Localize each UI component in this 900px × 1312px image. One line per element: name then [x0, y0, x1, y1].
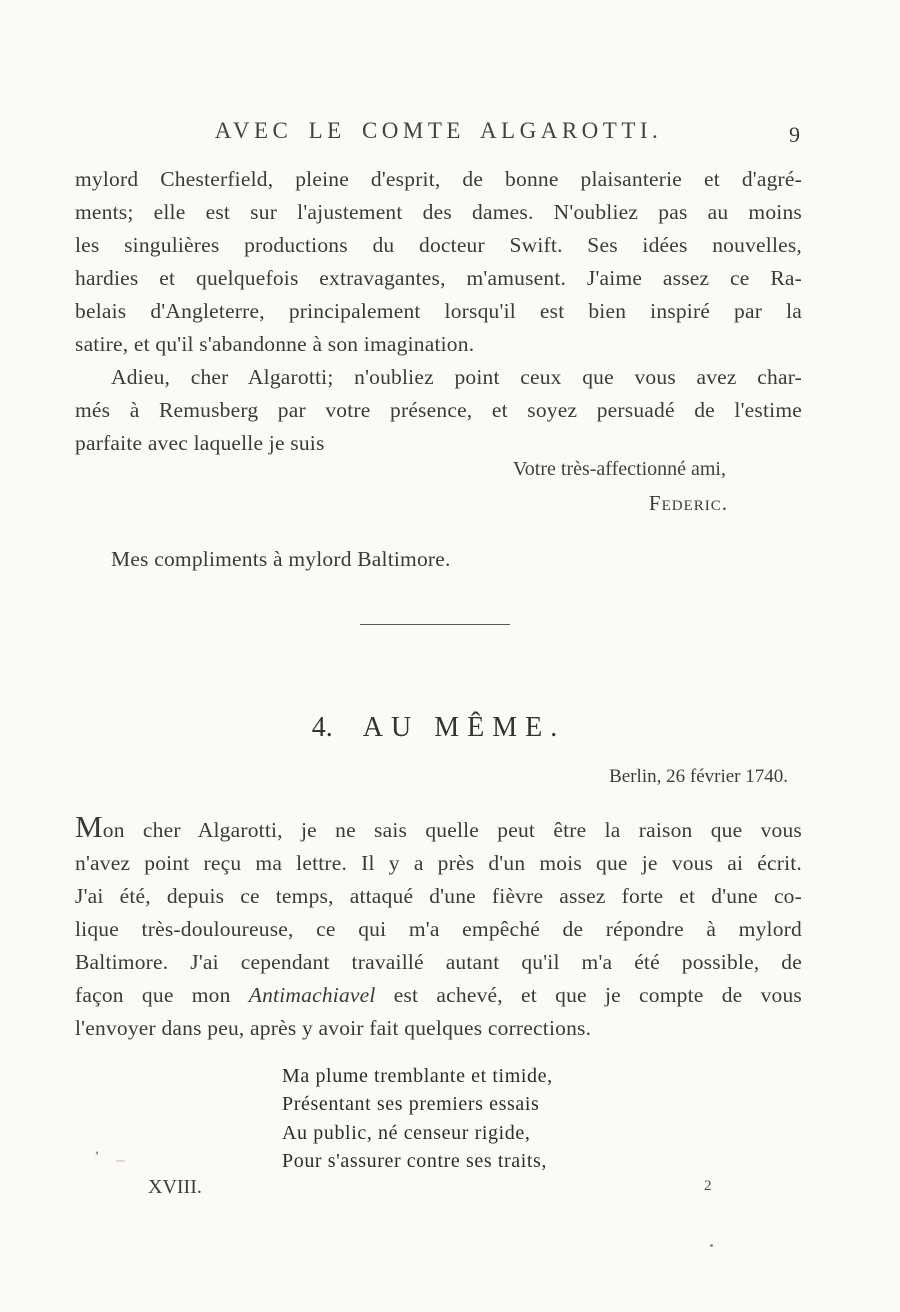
drop-initial: M	[75, 809, 103, 844]
verse-block	[282, 1062, 553, 1175]
text-line: Baltimore. J'ai cependant travaillé autant qu'il m'a été possible, de	[75, 950, 802, 974]
text-line	[75, 979, 802, 1012]
ink-speck: ,	[95, 1140, 99, 1157]
text-line: n'avez point reçu ma lettre. Il y a près d'un mois que je vous ai écrit.	[75, 851, 802, 875]
text-line: parfaite avec laquelle je suis	[75, 431, 325, 455]
signature-name: Federic.	[648, 491, 728, 515]
letter4-dateline-row	[75, 764, 802, 790]
page-number: 9	[789, 122, 800, 147]
running-title: AVEC LE COMTE ALGAROTTI.	[214, 118, 663, 143]
work-title-italic: Antimachiavel	[248, 983, 376, 1007]
sheet-number: 2	[704, 1178, 712, 1194]
text-line: Adieu, cher Algarotti; n'oubliez point ceux que vous avez char-	[111, 365, 802, 389]
section-divider	[360, 624, 510, 625]
text-segment: façon que mon	[75, 983, 249, 1007]
verse-line: Pour s'assurer contre ses traits,	[282, 1149, 548, 1172]
letter4-heading	[75, 712, 802, 744]
text-line: belais d'Angleterre, principalement lorsqu'il est bien inspiré par la	[75, 299, 802, 323]
text-line	[75, 810, 802, 847]
text-line: mylord Chesterfield, pleine d'esprit, de bonne plaisanterie et d'agré-	[75, 167, 802, 191]
dateline: Berlin, 26 février 1740.	[609, 766, 788, 787]
letter3-postscript	[75, 543, 802, 576]
text-line: hardies et quelquefois extravagantes, m'amusent. J'aime assez ce Ra-	[75, 266, 802, 290]
volume-signature-mark: XVIII.	[148, 1176, 202, 1198]
text-line: ments; elle est sur l'ajustement des dames. N'oubliez pas au moins	[75, 200, 802, 224]
text-segment: est achevé, et que je compte de vous	[375, 983, 802, 1007]
letter3-body	[75, 163, 802, 460]
letter-title: AU MÊME.	[362, 712, 566, 743]
ink-speck	[116, 1160, 125, 1162]
verse-line: Au public, né censeur rigide,	[282, 1121, 531, 1144]
letter4-body	[75, 810, 802, 1045]
text-line: lique très-douloureuse, ce qui m'a empêché de répondre à mylord	[75, 917, 802, 941]
running-header	[75, 118, 802, 147]
letter-number: 4.	[311, 712, 333, 743]
text-line: més à Remusberg par votre présence, et soyez persuadé de l'estime	[75, 398, 802, 422]
text-line: l'envoyer dans peu, après y avoir fait quelques corrections.	[75, 1016, 592, 1040]
verse-line: Présentant ses premiers essais	[282, 1093, 540, 1116]
text-line: satire, et qu'il s'abandonne à son imagination.	[75, 332, 475, 356]
signature-closing: Votre très-affectionné ami,	[512, 458, 726, 480]
postscript-line: Mes compliments à mylord Baltimore.	[111, 547, 451, 571]
text-segment: on cher Algarotti, je ne sais quelle peut être la raison que vous	[102, 818, 802, 842]
text-line: J'ai été, depuis ce temps, attaqué d'une fièvre assez forte et d'une co-	[75, 884, 802, 908]
ink-speck	[710, 1244, 713, 1247]
verse-line: Ma plume tremblante et timide,	[282, 1065, 553, 1087]
letter3-signature	[75, 456, 802, 516]
text-line: les singulières productions du docteur Swift. Ses idées nouvelles,	[75, 233, 802, 257]
